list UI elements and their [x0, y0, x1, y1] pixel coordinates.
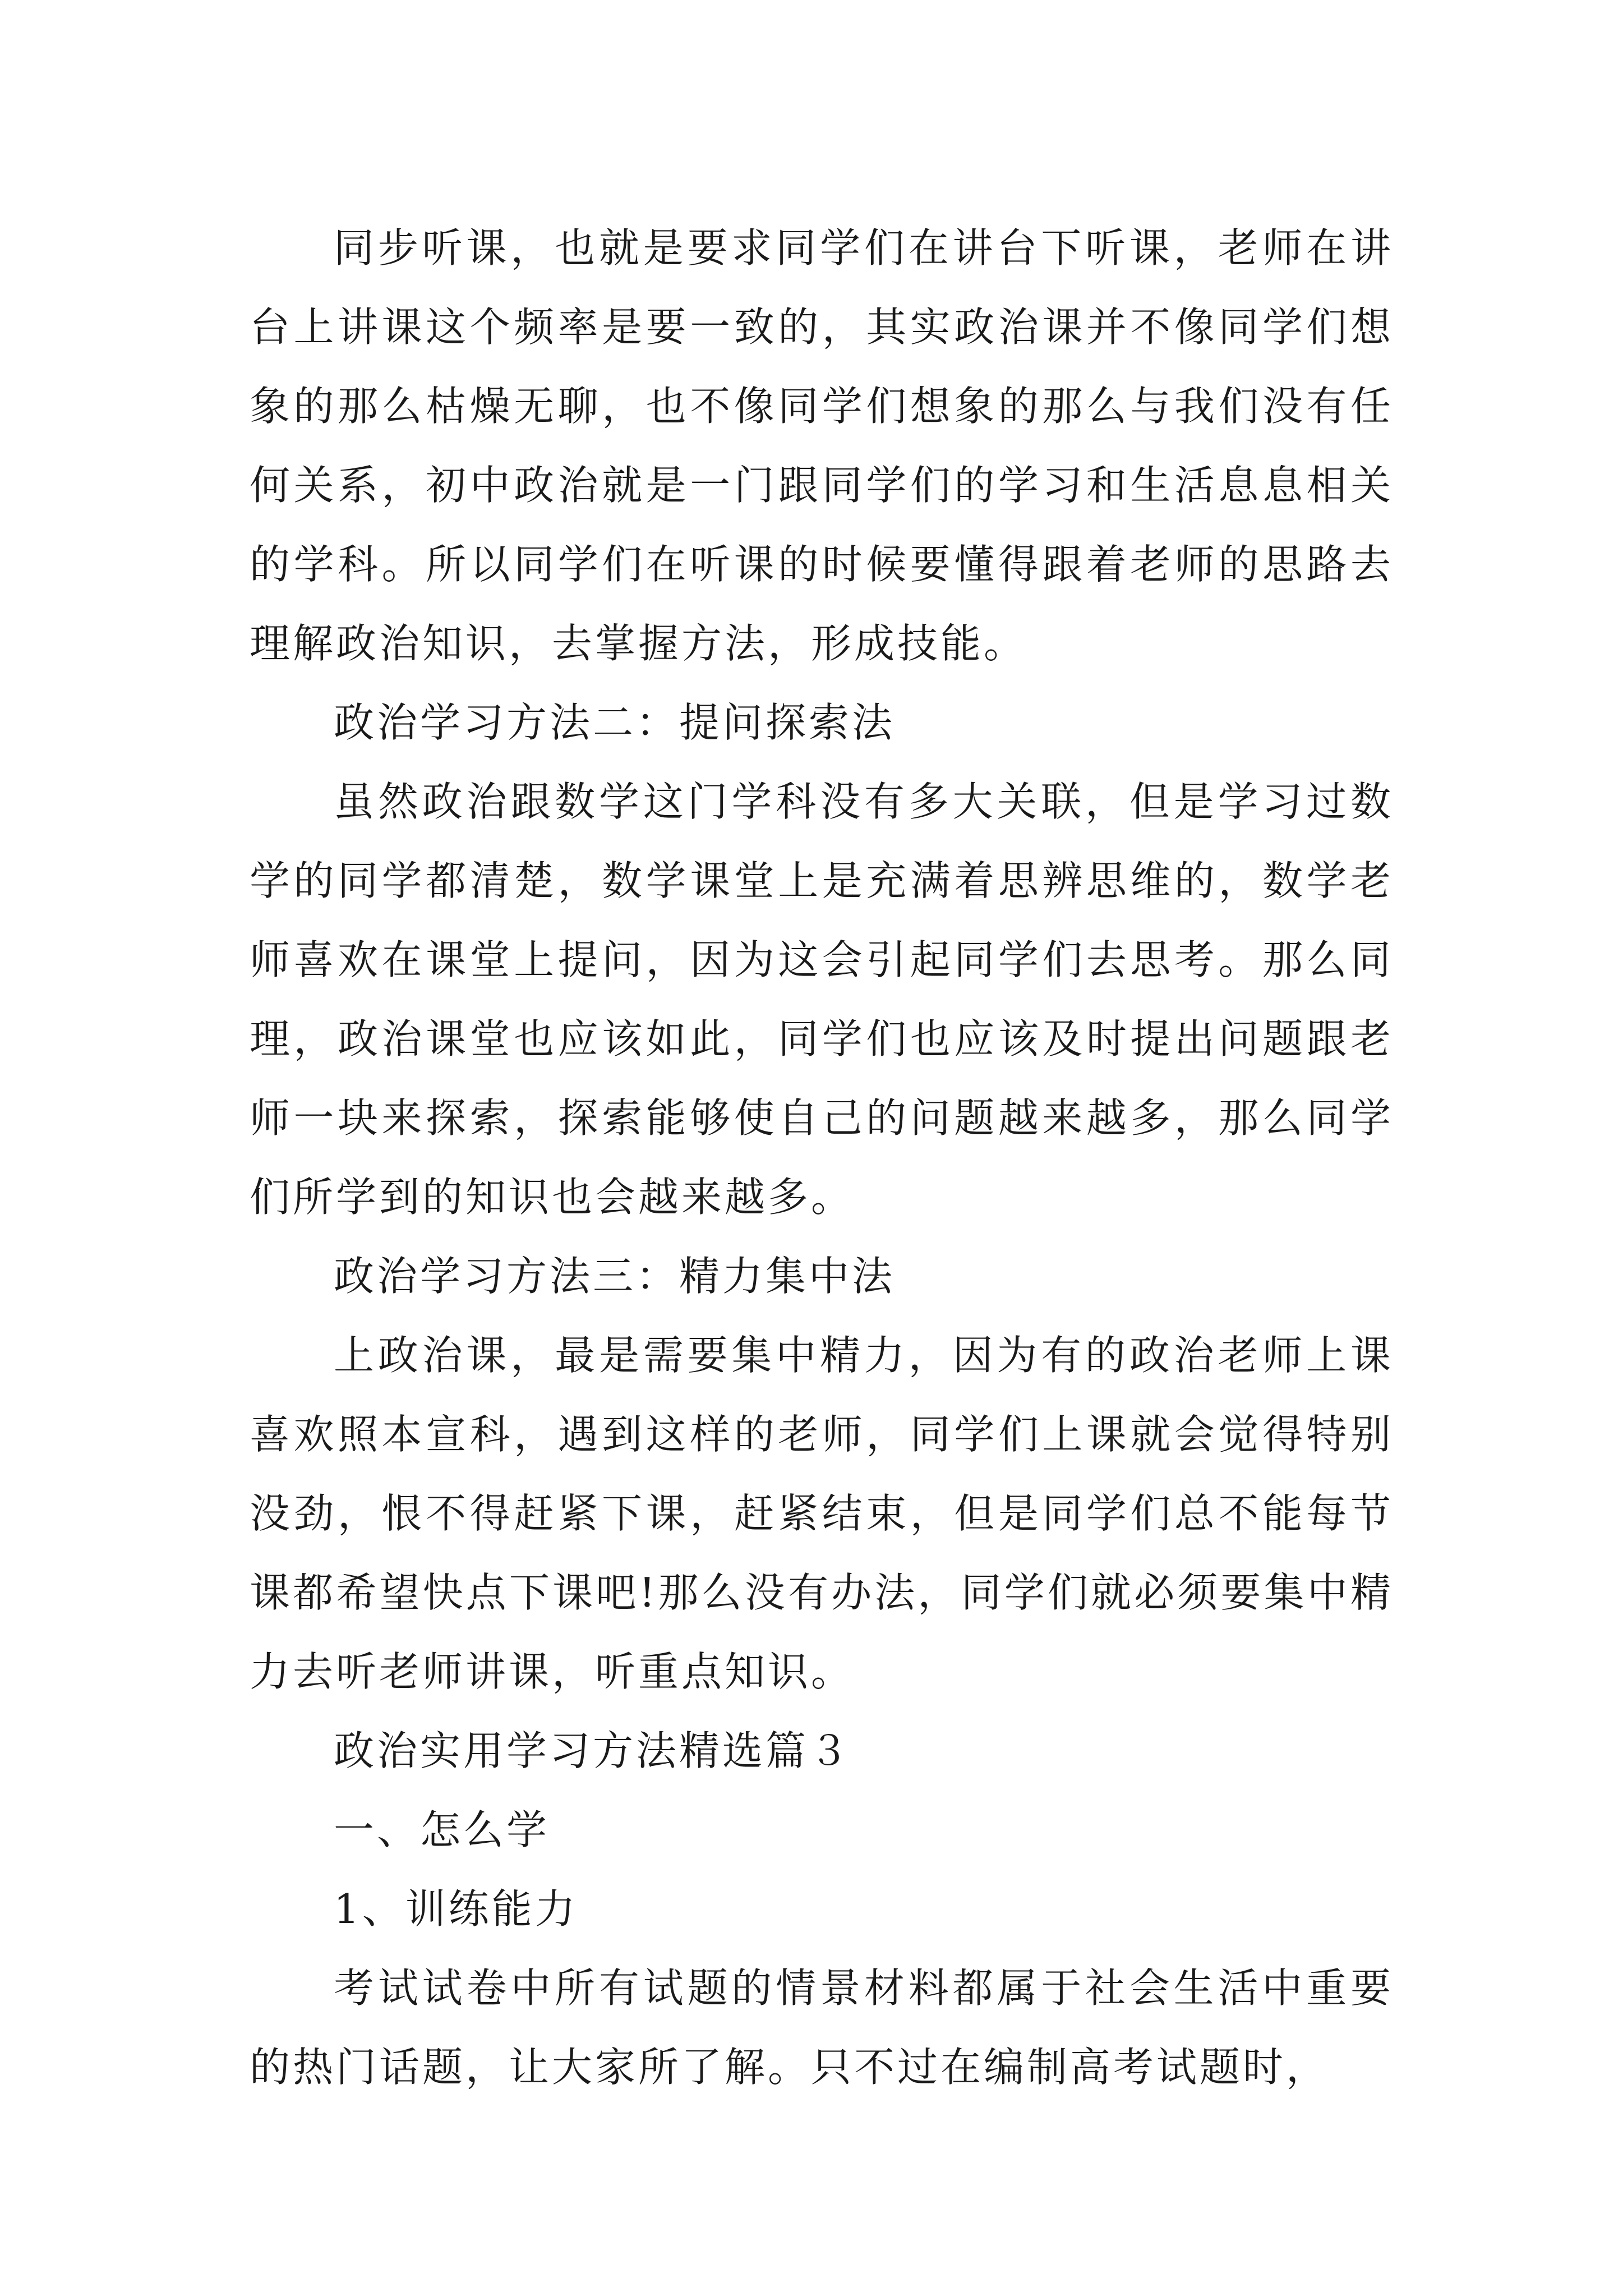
paragraph-question-explore: 虽然政治跟数学这门学科没有多大关联，但是学习过数学的同学都清楚，数学课堂上是充满着思辨思维的，数学老师喜欢在课堂上提问，因为这会引起同学们去思考。那么同理，政治课堂也应该如此，同学们也应该及时提出问题跟老师一块来探索，探索能够使自己的问题越来越多，那么同学们所学到的知识也会越来越多。 [250, 778, 1394, 1221]
heading-train-ability: 1、训练能力 [334, 1885, 578, 1932]
paragraph-exam-material: 考试试卷中所有试题的情景材料都属于社会生活中重要的热门话题，让大家所了解。只不过在编制高考试题时， [250, 1964, 1394, 2091]
heading-section-three: 政治实用学习方法精选篇３ [334, 1727, 852, 1774]
heading-method-three: 政治学习方法三：精力集中法 [334, 1253, 896, 1300]
paragraph-sync-listening: 同步听课，也就是要求同学们在讲台下听课，老师在讲台上讲课这个频率是要一致的，其实政治课并不像同学们想象的那么枯燥无聊，也不像同学们想象的那么与我们没有任何关系，初中政治就是一门跟同学们的学习和生活息息相关的学科。所以同学们在听课的时候要懂得跟着老师的思路去理解政治知识，去掌握方法，形成技能。 [250, 224, 1394, 667]
heading-how-to-learn: 一、怎么学 [334, 1806, 550, 1853]
document-body [250, 209, 1394, 2107]
paragraph-focus: 上政治课，最是需要集中精力，因为有的政治老师上课喜欢照本宣科，遇到这样的老师，同学们上课就会觉得特别没劲，恨不得赶紧下课，赶紧结束，但是同学们总不能每节课都希望快点下课吧!那么没有办法，同学们就必须要集中精力去听老师讲课，听重点知识。 [250, 1332, 1394, 1695]
heading-method-two: 政治学习方法二：提问探索法 [334, 699, 896, 746]
